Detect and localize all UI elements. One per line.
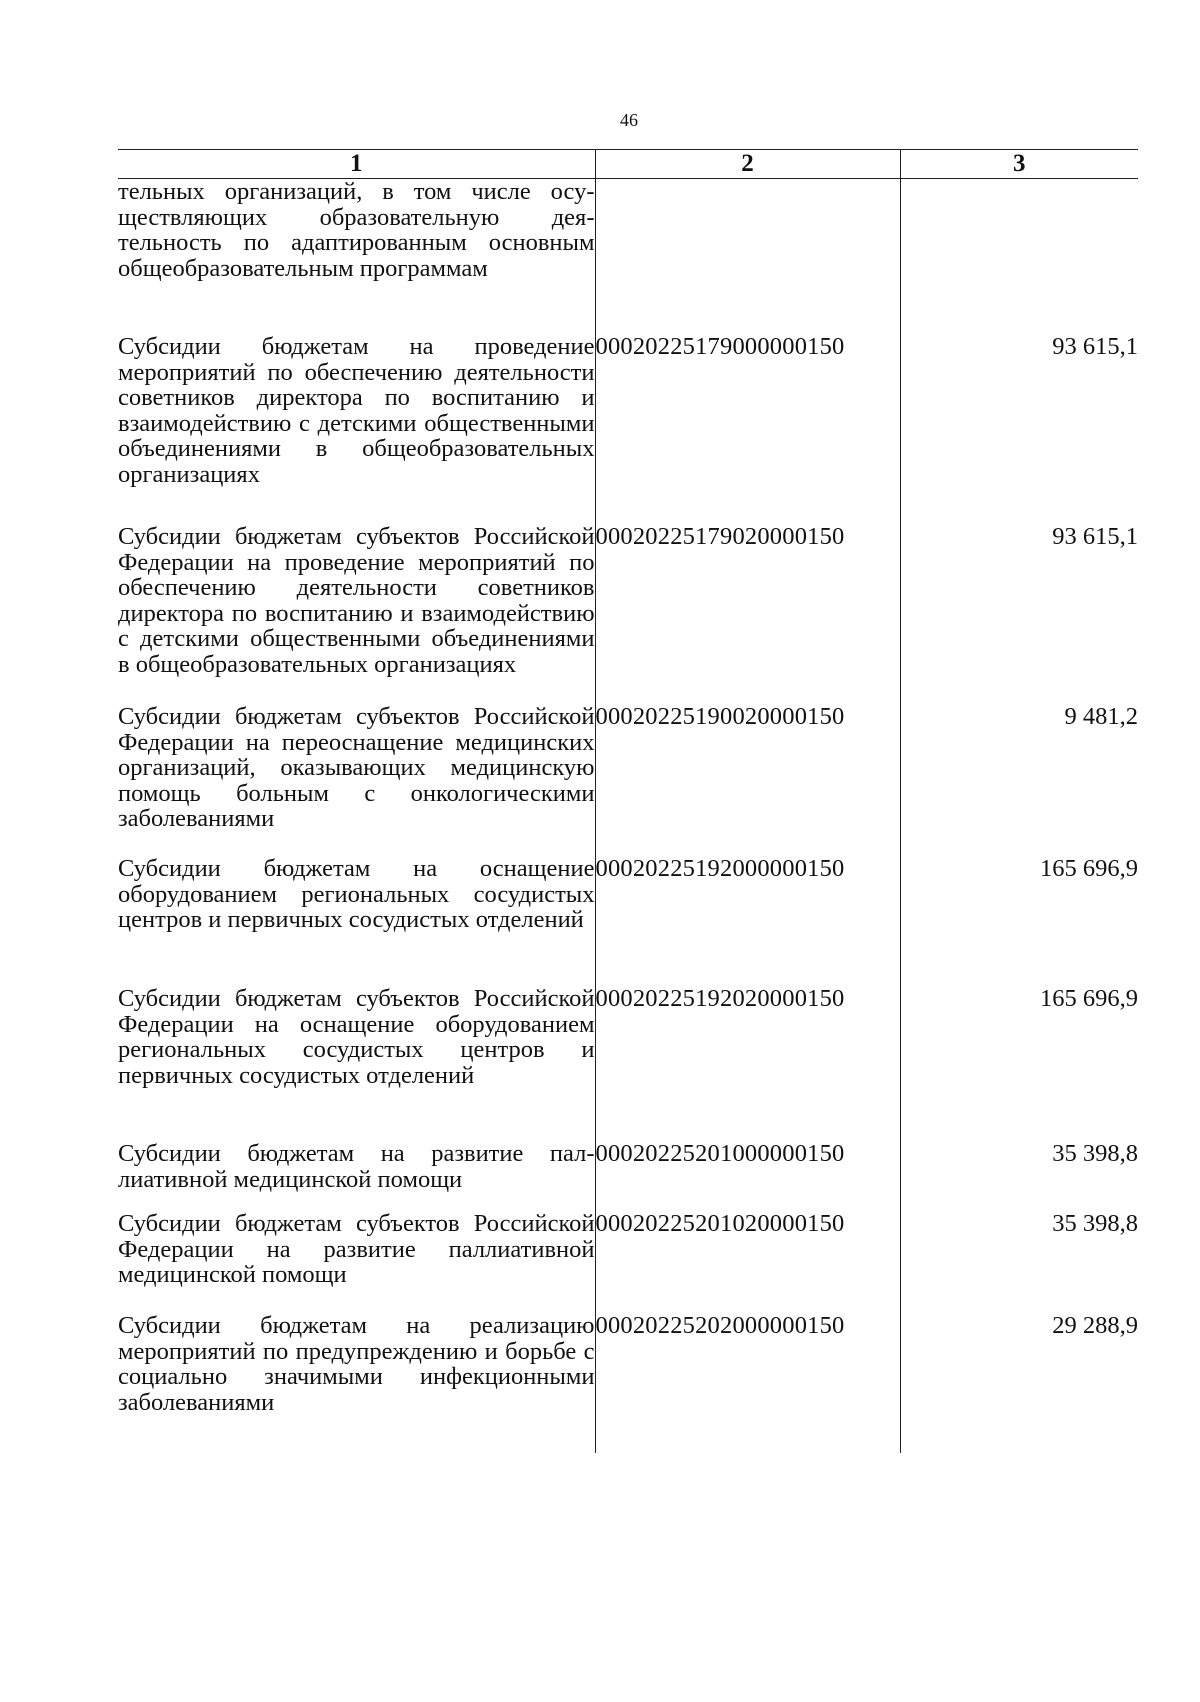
row-description: Субсидии бюджетам на реализацию мероприятий по предупреждению и борьбе с социально значимыми инфекционными заболеваниями xyxy=(118,1312,595,1416)
table-row xyxy=(118,1313,1138,1453)
budget-table xyxy=(118,149,1138,1453)
row-code: 00020225192000000150 xyxy=(595,856,900,986)
row-code: 00020225201020000150 xyxy=(595,1211,900,1313)
row-description: Субсидии бюджетам субъектов Российской Федерации на переоснащение медицинских организаций, оказывающих медицинскую помощь больным с онкологическими заболеваниями xyxy=(118,703,595,832)
row-code: 00020225201000000150 xyxy=(595,1141,900,1211)
row-amount: 9 481,2 xyxy=(900,704,1138,856)
row-amount: 35 398,8 xyxy=(900,1141,1138,1211)
row-amount: 93 615,1 xyxy=(900,524,1138,704)
row-description: Субсидии бюджетам на оснащение оборудованием региональных сосудистых центров и первичных сосудистых отделений xyxy=(118,855,595,933)
column-header-1: 1 xyxy=(118,150,595,179)
row-description: Субсидии бюджетам на развитие паллиативной медицинской помощи xyxy=(118,1140,595,1193)
table-row xyxy=(118,334,1138,524)
table-row xyxy=(118,704,1138,856)
row-code: 00020225179000000150 xyxy=(595,334,900,524)
row-code xyxy=(595,179,900,335)
page-number: 46 xyxy=(620,110,638,130)
row-amount: 93 615,1 xyxy=(900,334,1138,524)
row-amount: 35 398,8 xyxy=(900,1211,1138,1313)
row-code: 00020225179020000150 xyxy=(595,524,900,704)
column-header-2: 2 xyxy=(595,150,900,179)
table-row xyxy=(118,1141,1138,1211)
row-code: 00020225190020000150 xyxy=(595,704,900,856)
row-code: 00020225192020000150 xyxy=(595,986,900,1141)
row-amount: 165 696,9 xyxy=(900,856,1138,986)
row-description: тельных организаций, в том числе осуществляющих образовательную деятельность по адаптированным основным общеобразовательным программам xyxy=(118,178,595,282)
table-header xyxy=(118,150,1138,179)
row-amount xyxy=(900,179,1138,335)
table-row xyxy=(118,856,1138,986)
table-row xyxy=(118,179,1138,335)
table-row xyxy=(118,1211,1138,1313)
row-description: Субсидии бюджетам субъектов Российской Федерации на развитие паллиативной медицинской помощи xyxy=(118,1210,595,1288)
table-row xyxy=(118,986,1138,1141)
row-amount: 29 288,9 xyxy=(900,1313,1138,1453)
row-code: 00020225202000000150 xyxy=(595,1313,900,1453)
table-row xyxy=(118,524,1138,704)
row-description: Субсидии бюджетам субъектов Российской Федерации на оснащение оборудованием региональных сосудистых центров и первичных сосудистых отделений xyxy=(118,985,595,1089)
row-amount: 165 696,9 xyxy=(900,986,1138,1141)
row-description: Субсидии бюджетам субъектов Российской Федерации на проведение мероприятий по обеспечению деятельности советников директора по воспитанию и взаимодействию с детскими общественными объединениями в общеобразовательных организациях xyxy=(118,523,595,678)
column-header-3: 3 xyxy=(900,150,1138,179)
row-description: Субсидии бюджетам на проведение мероприятий по обеспечению деятельности советников директора по воспитанию и взаимодействию с детскими общественными объединениями в общеобразовательных организациях xyxy=(118,333,595,488)
